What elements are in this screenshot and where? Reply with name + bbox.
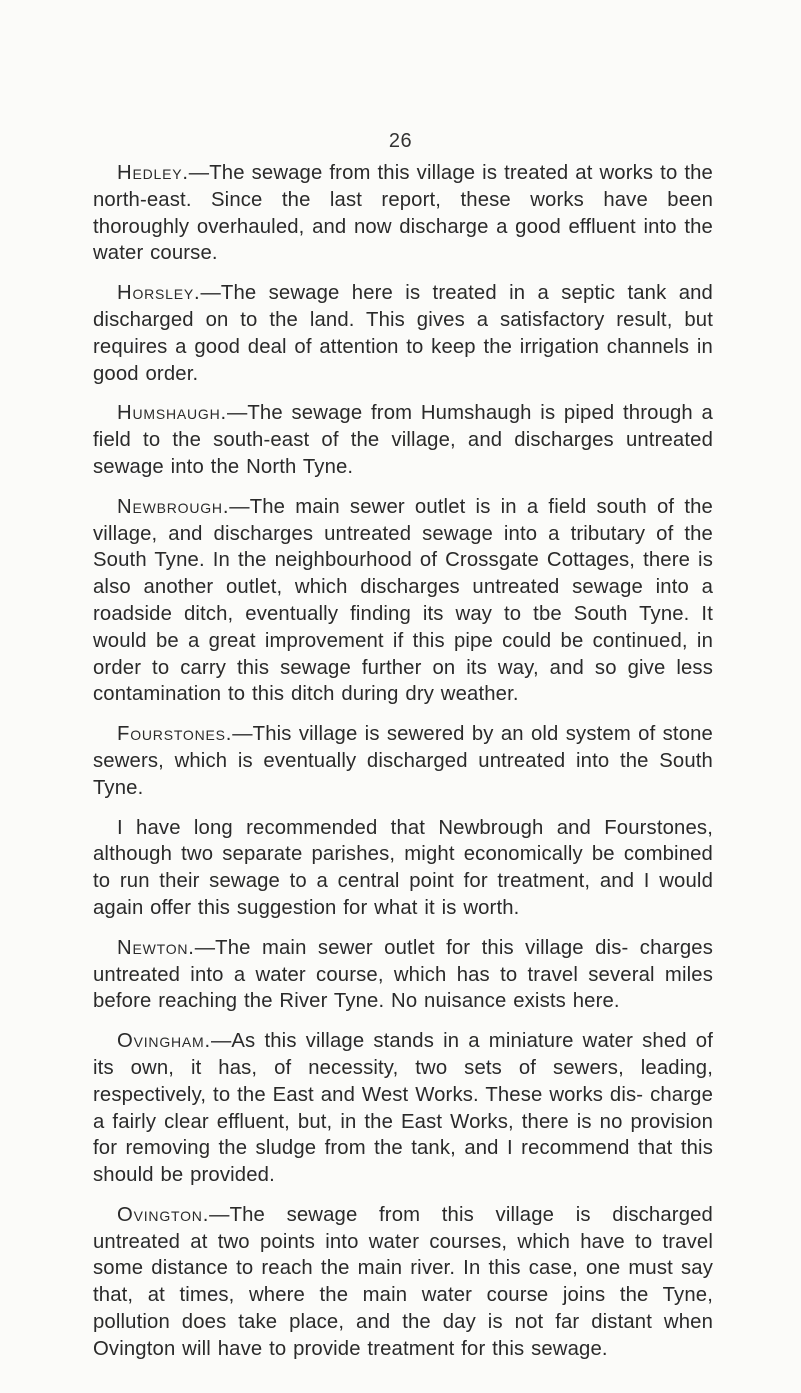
paragraph-newbrough [93, 494, 713, 708]
paragraph-heading: Humshaugh. [117, 402, 227, 425]
paragraph-ovingham [93, 1028, 713, 1189]
paragraph-text: —The sewage here is treated in a septic tank and discharged on to the land. This gives a satisfactory result, but requires a good deal of attention to keep the irrigation channels in good order. [93, 282, 713, 385]
paragraph-horsley [93, 280, 713, 387]
paragraph-newton [93, 935, 713, 1015]
paragraph-text: I have long recommended that Newbrough and Fourstones, although two separate parishes, might economically be combined to run their sewage to a central point for treatment, and I would again offer this suggestion for what it is worth. [93, 816, 713, 919]
paragraph-heading: Ovingham. [117, 1030, 211, 1053]
paragraph-heading: Hedley. [117, 162, 189, 184]
paragraph-heading: Horsley. [117, 282, 201, 305]
page-number: 26 [388, 130, 413, 152]
paragraph-text: —The sewage from this village is discharged untreated at two points into water courses, which have to travel some distance to reach the main river. In this case, one must say that, at times, where the main water course joins the Tyne, pollution does take place, and the day is not far distant when Ovington will have to provide treatment for this sewage. [93, 1203, 713, 1360]
paragraph-heading: Ovington. [117, 1203, 210, 1226]
paragraph-text: —The sewage from this village is treated at works to the north-east. Since the last report, these works have been thoroughly overhauled, and now discharge a good effluent into the water course. [93, 162, 713, 265]
paragraph-recommendation [93, 815, 713, 922]
paragraph-hedley [93, 160, 713, 267]
paragraph-heading: Newton. [117, 936, 195, 959]
paragraph-heading: Newbrough. [117, 495, 230, 518]
paragraph-fourstones [93, 721, 713, 801]
paragraph-text: —The main sewer outlet is in a field south of the village, and discharges untreated sewage into a tributary of the South Tyne. In the neighbourhood of Crossgate Cottages, there is also another outlet, which discharges untreated sewage into a roadside ditch, eventually finding its way to tbe South Tyne. It would be a great improvement if this pipe could be continued, in order to carry this sewage further on its way, and so give less contamination to this ditch during dry weather. [93, 495, 713, 706]
paragraph-text: —As this village stands in a miniature water shed of its own, it has, of necessity, two sets of sewers, leading, respectively, to the East and West Works. These works dis- charge a fairly clear effluent, but, in the East Works, there is no provision for removing the sludge from the tank, and I recommend that this should be provided. [93, 1030, 713, 1187]
paragraph-ovington [93, 1202, 713, 1363]
document-body [93, 160, 713, 1376]
paragraph-text: —The main sewer outlet for this village dis- charges untreated into a water course, which has to travel several miles before reaching the River Tyne. No nuisance exists here. [93, 936, 713, 1013]
paragraph-heading: Fourstones. [117, 723, 233, 746]
paragraph-humshaugh [93, 400, 713, 480]
paragraph-text: —This village is sewered by an old system of stone sewers, which is eventually discharged untreated into the South Tyne. [93, 723, 713, 799]
paragraph-text: —The sewage from Humshaugh is piped through a field to the south-east of the village, and discharges untreated sewage into the North Tyne. [93, 402, 713, 478]
